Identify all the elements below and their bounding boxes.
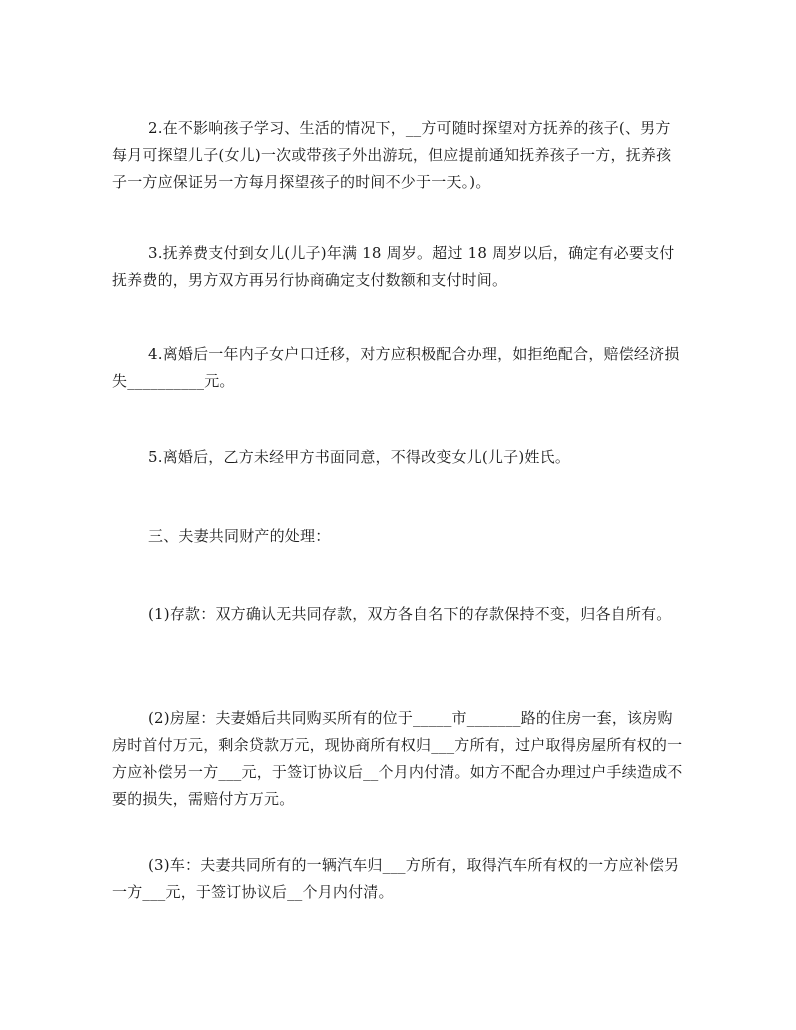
paragraph-child-support-term: 3.抚养费支付到女儿(儿子)年满 18 周岁。超过 18 周岁以后，确定有必要支付抚养费的，男方双方再另行协商确定支付数额和支付时间。 xyxy=(112,244,675,289)
section-heading-joint-property: 三、夫妻共同财产的处理： xyxy=(148,527,331,545)
paragraph-visitation-rights: 2.在不影响孩子学习、生活的情况下，__方可随时探望对方抚养的孩子(、男方每月可探望儿子(女儿)一次或带孩子外出游玩，但应提前通知抚养孩子一方，抚养孩子一方应保证另一方每月探望孩子的时间不少于一天。)。 xyxy=(112,119,672,191)
paragraph-deposits: (1)存款：双方确认无共同存款，双方各自名下的存款保持不变，归各自所有。 xyxy=(148,605,672,623)
paragraph-car: (3)车：夫妻共同所有的一辆汽车归___方所有，取得汽车所有权的一方应补偿另一方___元，于签订协议后__个月内付清。 xyxy=(112,856,680,901)
paragraph-household-registration: 4.离婚后一年内子女户口迁移，对方应积极配合办理，如拒绝配合，赔偿经济损失__________元。 xyxy=(112,345,680,390)
paragraph-house: (2)房屋：夫妻婚后共同购买所有的位于_____市_______路的住房一套，该房购房时首付万元，剩余贷款万元，现协商所有权归___方所有，过户取得房屋所有权的一方应补偿另一方___元，于签订协议后__个月内付清。如方不配合办理过户手续造成不要的损失，需赔付方万元。 xyxy=(112,709,683,808)
paragraph-surname: 5.离婚后，乙方未经甲方书面同意，不得改变女儿(儿子)姓氏。 xyxy=(148,448,571,466)
